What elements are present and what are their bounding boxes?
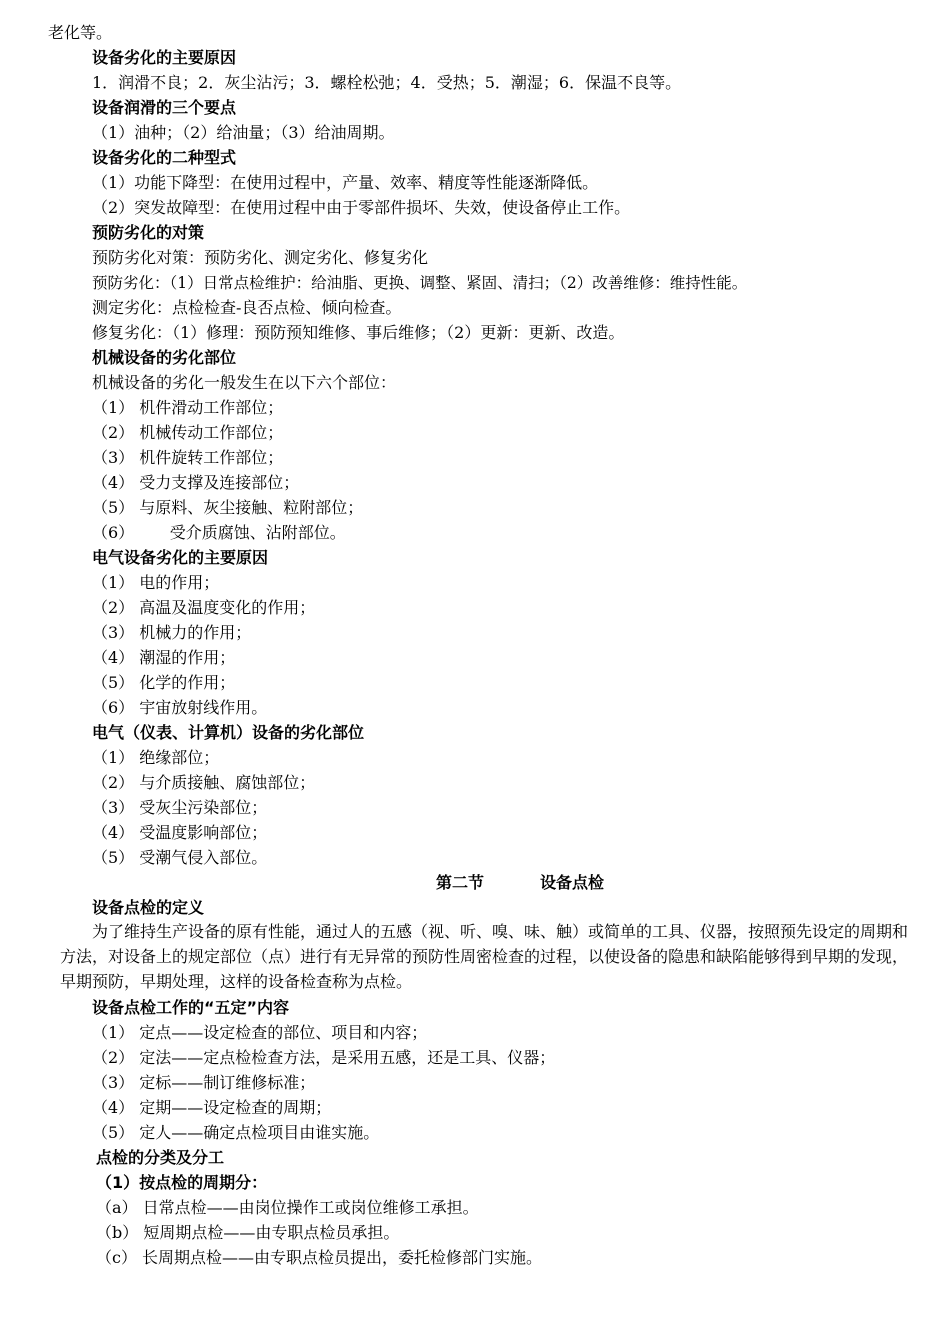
line-11: 测定劣化：点检检查-良否点检、倾向检查。 [92,298,402,317]
line-20: （6） 受介质腐蚀、沾附部位。 [92,523,346,542]
line-2: 1．润滑不良；2．灰尘沾污；3．螺栓松弛；4．受热；5．潮湿；6．保温不良等。 [92,73,682,92]
heading-electrical-causes: 电气设备劣化的主要原因 [92,548,269,567]
line-26: （5） 化学的作用； [92,673,236,692]
line-12: 修复劣化：（1）修理：预防预知维修、事后维修；（2）更新：更新、改造。 [92,323,625,342]
line2-8: （a） 日常点检——由岗位操作工或岗位维修工承担。 [96,1198,479,1217]
line-33: （5） 受潮气侵入部位。 [92,848,268,867]
heading-electrical-parts: 电气（仪表、计算机）设备的劣化部位 [92,723,365,742]
heading-classification: 点检的分类及分工 [96,1148,225,1167]
line-9: 预防劣化对策：预防劣化、测定劣化、修复劣化 [92,248,429,267]
line-31: （3） 受灰尘污染部位； [92,798,268,817]
section-title [0,872,950,894]
line-0: 老化等。 [48,23,113,42]
heading-definition: 设备点检的定义 [92,898,205,917]
line-4: （1）油种；（2）给油量；（3）给油周期。 [92,123,395,142]
line-10: 预防劣化：（1）日常点检维护：给油脂、更换、调整、紧固、清扫；（2）改善维修：维持性能。 [92,274,748,292]
line2-3: （3） 定标——制订维修标准； [92,1073,316,1092]
definition-paragraph: 为了维持生产设备的原有性能，通过人的五感（视、听、嗅、味、触）或简单的工具、仪器，按照预先设定的周期和方法，对设备上的规定部位（点）进行有无异常的预防性周密检查的过程，以使设备的隐患和缺陷能够得到早期的发现，早期预防，早期处理，这样的设备检查称为点检。 [60,922,909,991]
line-24: （3） 机械力的作用； [92,623,252,642]
line2-2: （2） 定法——定点检检查方法，是采用五感，还是工具、仪器； [92,1048,556,1067]
line2-1: （1） 定点——设定检查的部位、项目和内容； [92,1023,428,1042]
line-18: （4） 受力支撑及连接部位； [92,473,300,492]
line-15: （1） 机件滑动工作部位； [92,398,284,417]
line2-5: （5） 定人——确定点检项目由谁实施。 [92,1123,380,1142]
heading-prevention: 预防劣化的对策 [92,223,205,242]
line2-4: （4） 定期——设定检查的周期； [92,1098,332,1117]
line-16: （2） 机械传动工作部位； [92,423,284,442]
heading-mechanical-parts: 机械设备的劣化部位 [92,348,237,367]
line-19: （5） 与原料、灰尘接触、粒附部位； [92,498,364,517]
heading-by-period: （1）按点检的周期分： [96,1173,268,1192]
line-7: （2）突发故障型：在使用过程中由于零部件损坏、失效，使设备停止工作。 [92,198,631,217]
line-27: （6） 宇宙放射线作用。 [92,698,268,717]
line2-10: （c） 长周期点检——由专职点检员提出，委托检修部门实施。 [96,1248,543,1267]
line-30: （2） 与介质接触、腐蚀部位； [92,773,316,792]
heading-deterioration-types: 设备劣化的二种型式 [92,148,237,167]
line-32: （4） 受温度影响部位； [92,823,268,842]
line-25: （4） 潮湿的作用； [92,648,236,667]
line-23: （2） 高温及温度变化的作用； [92,598,316,617]
line-6: （1）功能下降型：在使用过程中，产量、效率、精度等性能逐渐降低。 [92,173,599,192]
line-22: （1） 电的作用； [92,573,220,592]
section-name: 设备点检 [540,873,605,892]
section-number: 第二节 [435,873,484,892]
line-29: （1） 绝缘部位； [92,748,220,767]
line2-9: （b） 短周期点检——由专职点检员承担。 [96,1223,400,1242]
line-14: 机械设备的劣化一般发生在以下六个部位： [92,373,397,392]
heading-lubrication: 设备润滑的三个要点 [92,98,237,117]
heading-deterioration-causes: 设备劣化的主要原因 [92,48,237,67]
heading-five-fixed: 设备点检工作的“五定”内容 [92,998,290,1017]
line-17: （3） 机件旋转工作部位； [92,448,284,467]
